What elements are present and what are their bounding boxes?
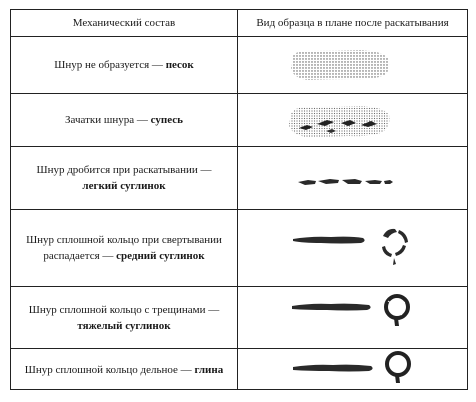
sand-sample-figure — [291, 50, 389, 80]
row-text: Шнур дробится при раскатывании — — [36, 164, 212, 176]
soil-type: супесь — [150, 114, 183, 126]
row-text: Шнур сплошной кольцо при свертывании распадается — — [26, 234, 222, 262]
row-text: Зачатки шнура — — [65, 114, 151, 126]
soil-type: глина — [194, 363, 224, 376]
soil-type: легкий суглинок — [82, 180, 166, 192]
soil-type: средний суглинок — [116, 250, 205, 262]
sandy-loam-sample-figure — [289, 106, 389, 137]
row-text: Шнур не образуется — — [54, 59, 166, 71]
medium-loam-sample-figure — [293, 229, 408, 265]
light-loam-sample-figure — [298, 179, 393, 185]
clay-sample-figure — [293, 353, 409, 383]
soil-type: тяжелый суглинок — [77, 319, 171, 332]
heavy-loam-sample-figure — [292, 296, 408, 326]
soil-texture-table — [10, 9, 468, 390]
soil-type: песок — [165, 59, 194, 71]
row-text: Шнур сплошной кольцо с трещинами — — [28, 303, 220, 316]
row-text: Шнур сплошной кольцо дельное — — [24, 363, 195, 376]
sample-illustrations — [11, 10, 467, 390]
header-mechanical-composition: Механический состав — [72, 17, 176, 29]
header-sample-view: Вид образца в плане после раскатывания — [256, 17, 449, 29]
